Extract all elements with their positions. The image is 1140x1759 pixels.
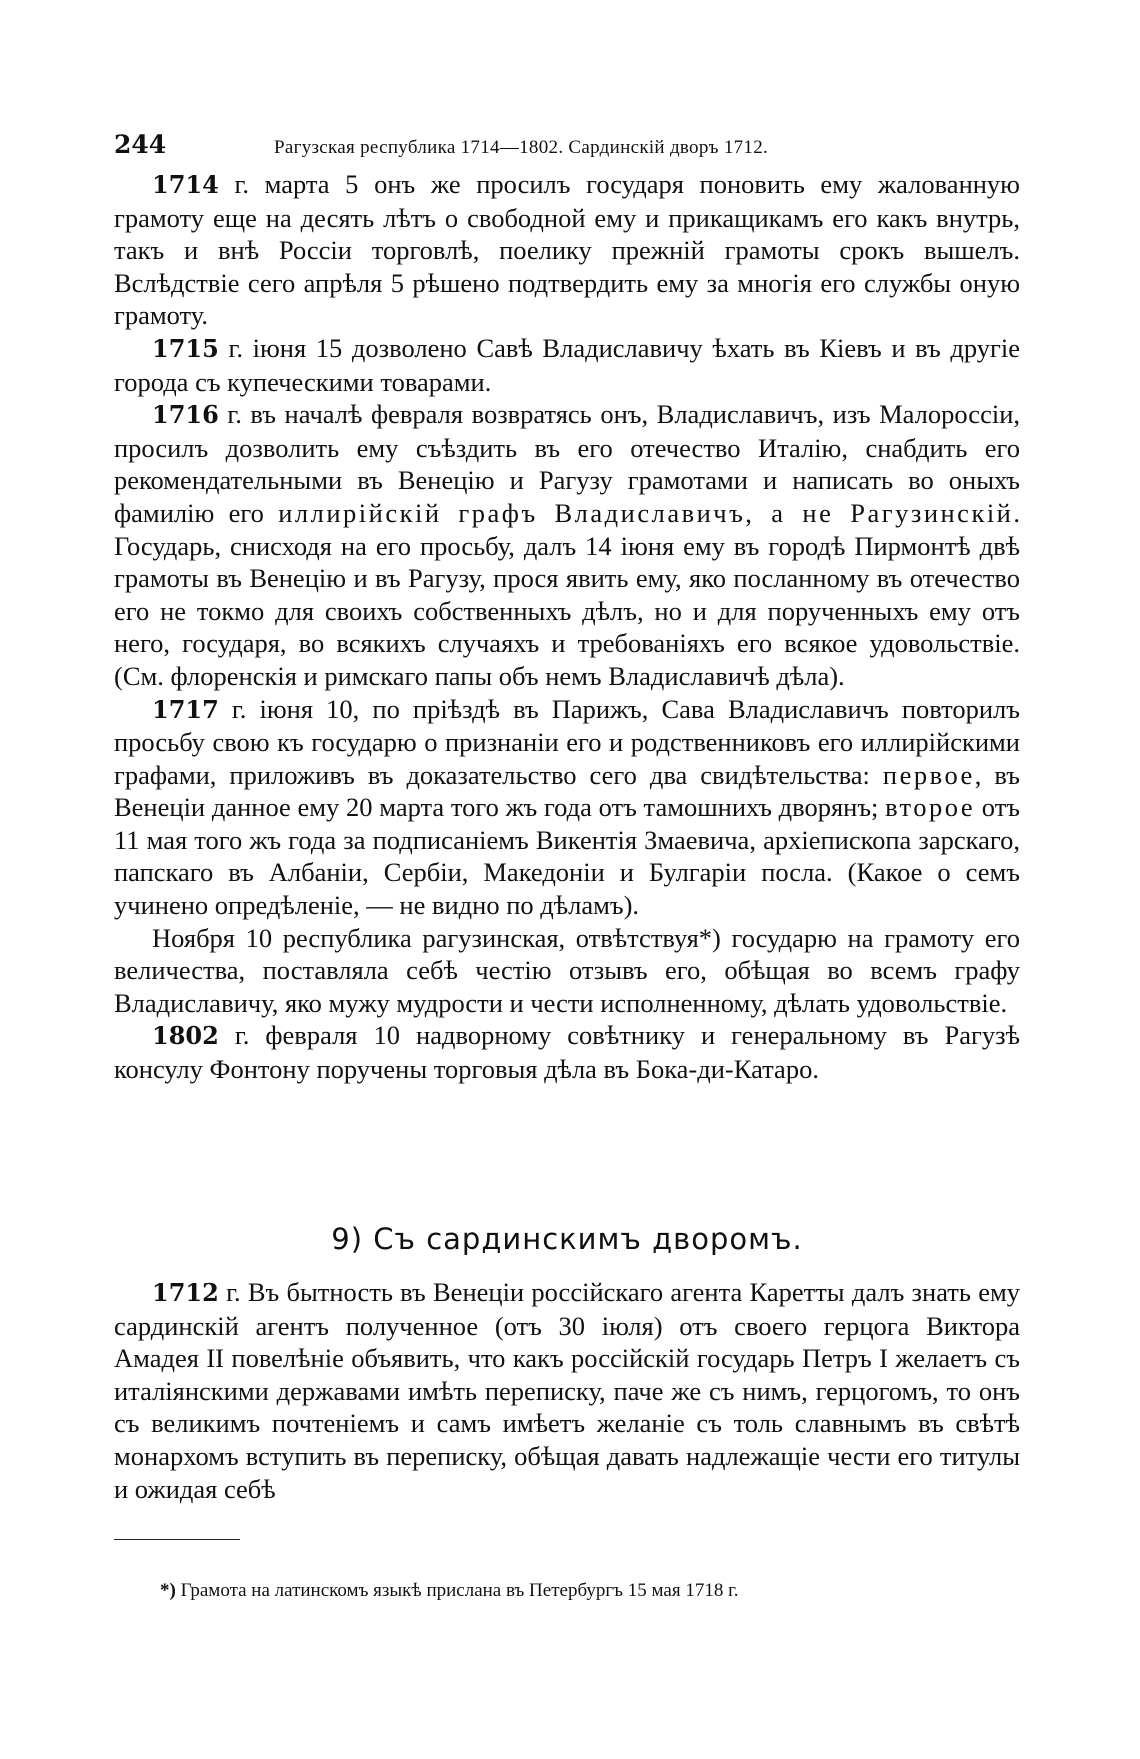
footnote-text: Грамота на латинскомъ языкѣ прислана въ Петербургъ 15 мая 1718 г. bbox=[175, 1580, 739, 1601]
entry-spaced-text: иллирійскій графъ Владиславичъ, а не Рагузинскій bbox=[278, 497, 1014, 528]
entry-text: г. Въ бытность въ Венеціи россійскаго агента Каретты далъ знать ему сардинскій агентъ полученное (отъ 30 іюля) отъ своего герцога Виктора Амадея II повелѣніе объявить, что какъ россійскій государь Петръ I желаетъ съ италіянскими державами имѣть переписку, паче же съ нимъ, герцогомъ, то онъ съ великимъ почтеніемъ и самъ имѣетъ желаніе съ толь славнымъ въ свѣтѣ монархомъ вступить въ переписку, обѣщая давать надлежащіе чести его титулы и ожидая себѣ bbox=[114, 1277, 1020, 1504]
entry-year: 1715 bbox=[152, 333, 219, 363]
entry-1712 bbox=[114, 1276, 1020, 1505]
entry-november bbox=[114, 922, 1020, 1020]
entry-text: г. іюня 15 дозволено Савѣ Владиславичу ѣхать въ Кіевъ и въ другіе города съ купеческими товарами. bbox=[114, 332, 1020, 397]
entry-year: 1802 bbox=[152, 1021, 219, 1051]
entry-1716 bbox=[114, 398, 1020, 692]
entry-year: 1714 bbox=[152, 170, 219, 199]
entry-text: . Государь, снисходя на его просьбу, далъ 14 іюня ему въ городѣ Пирмонтѣ двѣ грамоты въ Венецію и въ Рагузу, прося явить ему, яко посланному въ отечество его не токмо для своихъ собственныхъ дѣлъ, но и для порученныхъ ему отъ него, государя, во всякихъ случаяхъ и требованіяхъ его всякое удовольствіе. (См. флоренскія и римскаго папы объ немъ Владиславичѣ дѣла). bbox=[114, 497, 1020, 691]
entry-1715 bbox=[114, 332, 1020, 398]
entry-spaced-text: второе bbox=[885, 792, 976, 823]
footnote bbox=[160, 1580, 1020, 1602]
entry-1717 bbox=[114, 693, 1020, 922]
page-number: 244 bbox=[114, 130, 167, 159]
entry-text: , въ Венеціи данное ему 20 марта того жъ года отъ тамошнихъ дворянъ; bbox=[114, 759, 1020, 823]
entry-year: 1716 bbox=[152, 400, 219, 430]
entry-text: Ноября 10 республика рагузинская, отвѣтствуя*) государю на грамоту его величества, поставляла себѣ честію отзывъ его, обѣщая во всемъ графу Владиславичу, яко мужу мудрости и чести исполненному, дѣлать удовольствіе. bbox=[114, 922, 1020, 1018]
running-head bbox=[114, 130, 1014, 159]
entry-text: г. марта 5 онъ же просилъ государя поновить ему жалованную грамоту еще на десять лѣтъ о свободной ему и прикащикамъ его какъ внутрь, такъ и внѣ Россіи торговлѣ, поелику прежній грамоты срокъ вышелъ. Вслѣдствіе сего апрѣля 5 рѣшено подтвердить ему за многія его службы оную грамоту. bbox=[114, 169, 1020, 331]
section-text bbox=[114, 1276, 1020, 1505]
entry-year: 1712 bbox=[152, 1278, 219, 1307]
entry-year: 1717 bbox=[152, 694, 219, 724]
footnote-mark: *) bbox=[160, 1580, 176, 1601]
entry-spaced-text: первое bbox=[882, 759, 975, 790]
entry-1714 bbox=[114, 168, 1020, 332]
running-head-title: Рагузская республика 1714—1802. Сардинскій дворъ 1712. bbox=[274, 137, 769, 158]
main-text bbox=[114, 168, 1020, 1086]
entry-text: г. въ началѣ февраля возвратясь онъ, Владиславичъ, изъ Малороссіи, просилъ дозволить ему съѣздить въ его отечество Италію, снабдить его рекомендательными въ Венецію и Рагузу грамотами и написать во оныхъ фамилію его bbox=[114, 399, 1020, 528]
entry-text: г. февраля 10 надворному совѣтнику и генеральному въ Рагузѣ консулу Фонтону поручены торговыя дѣла въ Бока-ди-Катаро. bbox=[114, 1020, 1020, 1085]
entry-1802 bbox=[114, 1019, 1020, 1085]
entry-text: отъ 11 мая того жъ года за подписаніемъ Викентія Змаевича, архіепископа зарскаго, папскаго въ Албаніи, Сербіи, Македоніи и Булгаріи посла. (Какое о семъ учинено опредѣленіе, — не видно по дѣламъ). bbox=[114, 792, 1020, 921]
section-heading: 9) Съ сардинскимъ дворомъ. bbox=[331, 1222, 803, 1256]
entry-text: г. іюня 10, по пріѣздѣ въ Парижъ, Сава Владиславичъ повторилъ просьбу свою къ государю о признаніи его и родственниковъ его иллирійскими графами, приложивъ въ доказательство сего два свидѣтельства: bbox=[114, 693, 1020, 790]
footnote-divider bbox=[114, 1539, 240, 1540]
